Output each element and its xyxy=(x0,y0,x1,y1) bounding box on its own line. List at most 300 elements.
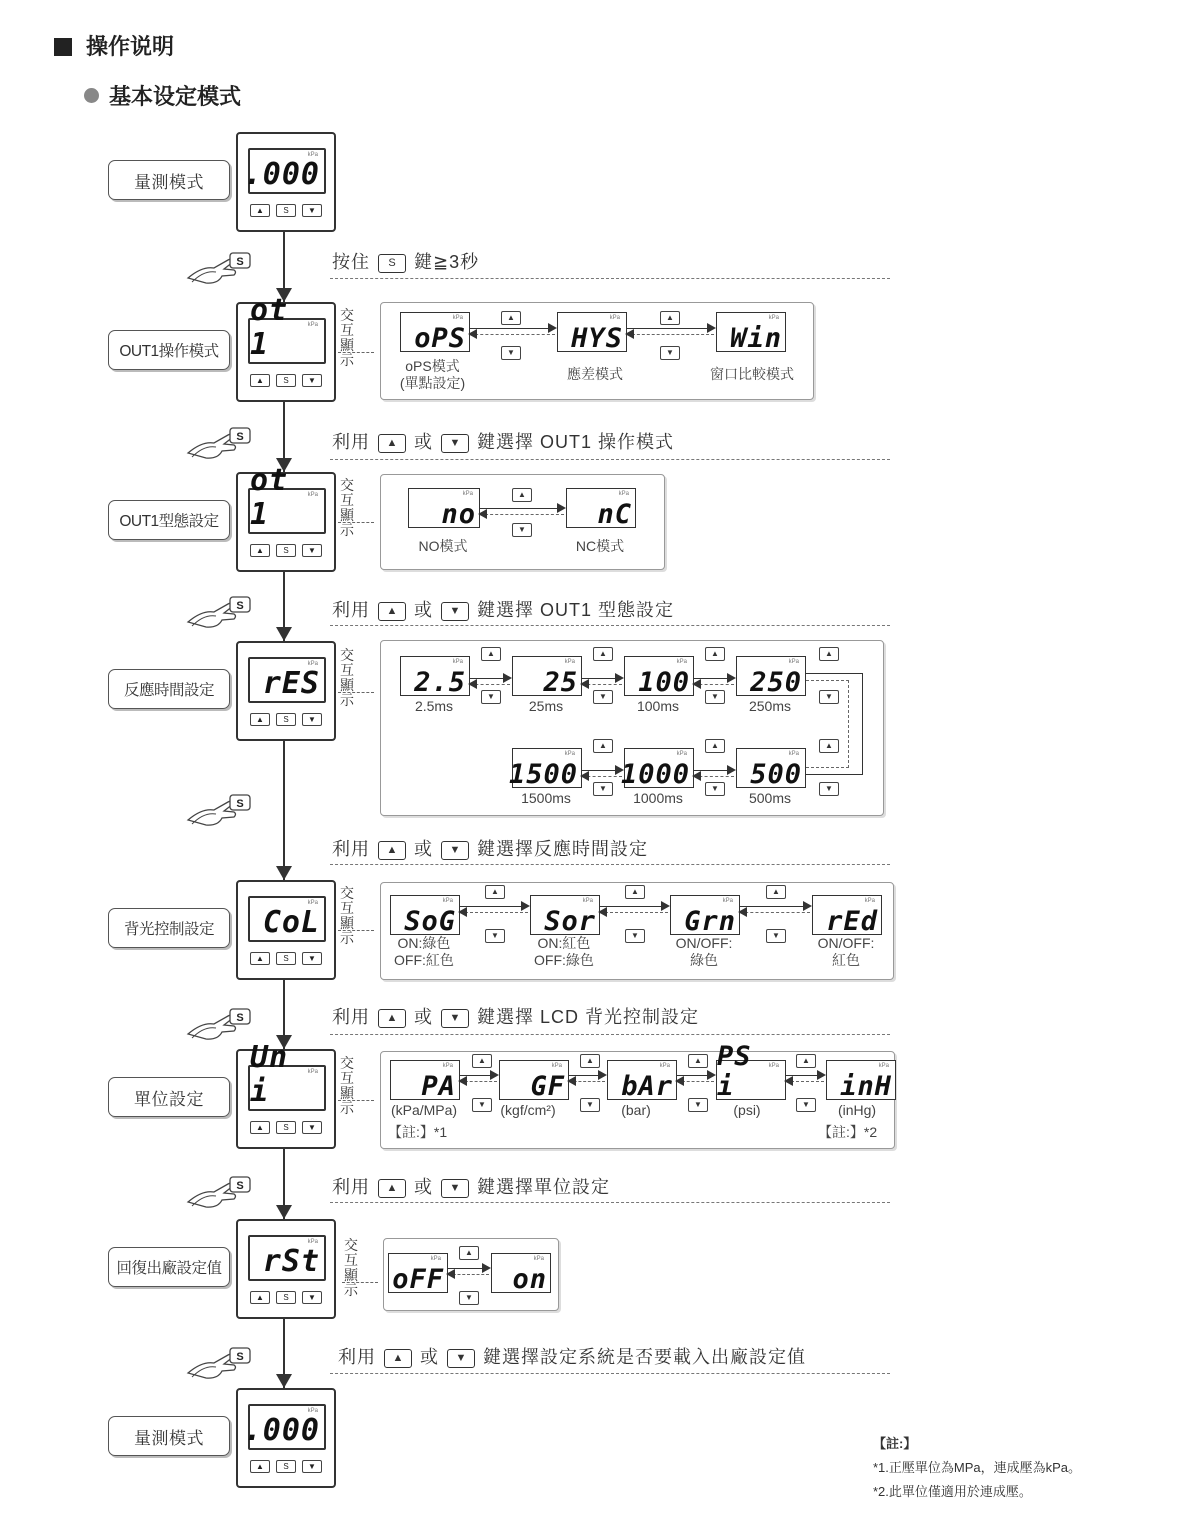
down-key-icon: ▼ xyxy=(441,1179,469,1198)
down-key-button[interactable]: ▼ xyxy=(302,1121,322,1134)
option-caption: ON:紅色 OFF:綠色 xyxy=(534,935,594,968)
down-key-icon: ▼ xyxy=(688,1098,708,1112)
up-key-icon: ▲ xyxy=(819,647,839,661)
cross-display-arrow xyxy=(338,930,374,932)
instruction-suffix: 鍵選擇 LCD 背光控制設定 xyxy=(477,1007,700,1027)
instruction-prefix: 利用 xyxy=(332,432,370,452)
option-caption: 100ms xyxy=(636,698,680,714)
unit-label: kPa xyxy=(307,1069,318,1075)
option-lcd: PA xyxy=(421,1071,456,1102)
up-key-icon: ▲ xyxy=(580,1054,600,1068)
cross-display-label: 交互 顯示 xyxy=(340,885,354,946)
backward-arrow xyxy=(569,1081,605,1082)
unit-label: kPa xyxy=(676,751,687,757)
instruction-prefix: 按住 xyxy=(332,252,370,272)
instruction-underline xyxy=(330,1202,890,1203)
device-buttons xyxy=(250,952,322,965)
instruction-underline xyxy=(330,459,890,460)
option-lcd: 500 xyxy=(750,759,802,790)
instruction-prefix: 利用 xyxy=(332,1177,370,1197)
section-heading: 操作说明 xyxy=(54,30,174,61)
unit-label: kPa xyxy=(788,751,799,757)
unit-label: kPa xyxy=(788,659,799,665)
arrowhead xyxy=(615,673,624,683)
notes-title: 【註:】 xyxy=(873,1436,917,1451)
down-key-icon: ▼ xyxy=(819,782,839,796)
set-key-button[interactable]: S xyxy=(276,1291,296,1304)
circle-bullet-icon xyxy=(84,88,99,103)
lcd-screen xyxy=(248,1235,326,1281)
up-key-icon: ▲ xyxy=(705,739,725,753)
down-key-icon: ▼ xyxy=(459,1291,479,1305)
option-lcd: oPS xyxy=(414,323,466,354)
option-caption: 應差模式 xyxy=(567,366,623,382)
unit-label: kPa xyxy=(452,315,463,321)
instruction-underline xyxy=(330,1034,890,1035)
unit-label: kPa xyxy=(307,492,318,498)
option-lcd: no xyxy=(441,499,476,530)
up-key-icon: ▲ xyxy=(688,1054,708,1068)
step-label: 單位設定 xyxy=(108,1077,230,1117)
unit-note-2: 【註:】*2 xyxy=(818,1124,878,1140)
unit-label: kPa xyxy=(533,1256,544,1262)
lcd-readout: ot 1 xyxy=(250,293,289,362)
option-lcd: oFF xyxy=(392,1264,444,1295)
unit-label: kPa xyxy=(452,659,463,665)
arrowhead xyxy=(598,907,607,917)
arrowhead xyxy=(446,1269,455,1279)
unit-label: kPa xyxy=(307,322,318,328)
set-key-button[interactable]: S xyxy=(276,1460,296,1473)
up-key-icon: ▲ xyxy=(485,885,505,899)
device-buttons xyxy=(250,1460,322,1473)
arrowhead xyxy=(548,323,557,333)
option-lcd: 1500 xyxy=(508,759,578,790)
down-key-icon: ▼ xyxy=(593,782,613,796)
flow-arrowhead xyxy=(276,1205,292,1219)
unit-label: kPa xyxy=(307,661,318,667)
cross-display-label: 交互 顯示 xyxy=(340,307,354,368)
svg-text:S: S xyxy=(236,431,244,443)
instruction-text xyxy=(332,1003,699,1029)
option-display xyxy=(826,1060,896,1100)
option-lcd: nC xyxy=(597,499,632,530)
up-key-icon: ▲ xyxy=(660,311,680,325)
down-key-icon: ▼ xyxy=(447,1349,475,1368)
up-key-icon: ▲ xyxy=(705,647,725,661)
instruction-text xyxy=(332,428,674,454)
unit-label: kPa xyxy=(722,898,733,904)
down-key-icon: ▼ xyxy=(819,690,839,704)
instruction-suffix: 鍵≧3秒 xyxy=(414,252,480,272)
option-display xyxy=(408,488,480,528)
arrowhead xyxy=(557,503,566,513)
up-key-icon: ▲ xyxy=(459,1246,479,1260)
instruction-prefix: 利用 xyxy=(338,1347,376,1367)
backward-arrow xyxy=(448,1274,489,1275)
down-key-icon: ▼ xyxy=(660,346,680,360)
down-key-icon: ▼ xyxy=(705,690,725,704)
down-key-icon: ▼ xyxy=(625,929,645,943)
device-display xyxy=(236,463,336,572)
option-display xyxy=(620,748,694,790)
arrowhead xyxy=(580,771,589,781)
option-display xyxy=(400,656,470,696)
step-label: OUT1操作模式 xyxy=(108,330,230,370)
option-display xyxy=(716,1041,786,1102)
arrowhead xyxy=(817,1070,826,1080)
unit-label: kPa xyxy=(618,491,629,497)
step-label: 回復出廠設定值 xyxy=(108,1247,230,1287)
arrowhead xyxy=(675,1076,684,1086)
instruction-prefix: 利用 xyxy=(332,1007,370,1027)
instruction-or: 或 xyxy=(420,1347,439,1367)
option-lcd: 2.5 xyxy=(414,667,466,698)
option-lcd: Grn xyxy=(684,906,736,937)
device-display xyxy=(236,880,336,980)
backward-arrow xyxy=(677,1081,714,1082)
option-lcd: 100 xyxy=(638,667,690,698)
option-display xyxy=(716,312,786,352)
svg-text:S: S xyxy=(236,600,244,612)
arrowhead xyxy=(468,329,477,339)
unit-label: kPa xyxy=(582,898,593,904)
arrowhead xyxy=(727,673,736,683)
unit-label: kPa xyxy=(609,315,620,321)
cross-display-arrow xyxy=(338,692,374,694)
set-key-button[interactable]: S xyxy=(276,952,296,965)
svg-text:S: S xyxy=(236,256,244,268)
option-caption: (bar) xyxy=(621,1102,651,1118)
instruction-or: 或 xyxy=(414,600,433,620)
option-caption: 25ms xyxy=(528,698,564,714)
arrowhead xyxy=(692,771,701,781)
option-caption: ON/OFF: 綠色 xyxy=(675,935,733,968)
instruction-suffix: 鍵選擇 OUT1 操作模式 xyxy=(477,432,675,452)
arrowhead xyxy=(727,765,736,775)
down-key-button[interactable]: ▼ xyxy=(302,544,322,557)
arrowhead xyxy=(567,1076,576,1086)
up-key-button[interactable]: ▲ xyxy=(250,952,270,965)
option-lcd: PS i xyxy=(717,1041,752,1102)
option-lcd: bAr xyxy=(621,1071,673,1102)
up-key-icon: ▲ xyxy=(625,885,645,899)
press-hand-icon xyxy=(184,248,254,288)
unit-label: kPa xyxy=(878,1063,889,1069)
instruction-suffix: 鍵選擇單位設定 xyxy=(477,1177,610,1197)
up-key-icon: ▲ xyxy=(384,1349,412,1368)
svg-text:S: S xyxy=(236,1180,244,1192)
option-caption: (psi) xyxy=(733,1102,761,1118)
up-key-button[interactable]: ▲ xyxy=(250,1460,270,1473)
device-buttons xyxy=(250,713,322,726)
backward-arrow xyxy=(627,334,714,335)
lcd-screen xyxy=(243,1404,326,1450)
option-caption: 2.5ms xyxy=(414,698,454,714)
backward-arrow xyxy=(480,514,564,515)
backward-arrow xyxy=(582,684,622,685)
option-display xyxy=(388,1253,448,1293)
up-key-button[interactable]: ▲ xyxy=(250,204,270,217)
down-key-icon: ▼ xyxy=(512,523,532,537)
cross-display-label: 交互 顯示 xyxy=(340,647,354,708)
option-display xyxy=(499,1060,569,1100)
lcd-readout: Un i xyxy=(250,1040,289,1109)
option-display xyxy=(670,895,740,935)
option-lcd: on xyxy=(512,1264,547,1295)
option-display xyxy=(736,748,806,788)
lcd-readout: ot 1 xyxy=(250,463,289,532)
arrowhead xyxy=(707,323,716,333)
up-key-icon: ▲ xyxy=(378,841,406,860)
arrowhead xyxy=(661,901,670,911)
svg-text:S: S xyxy=(236,1012,244,1024)
option-caption: (inHg) xyxy=(837,1102,877,1118)
press-hand-icon xyxy=(184,790,254,830)
unit-label: kPa xyxy=(307,1408,318,1414)
instruction-underline xyxy=(330,278,890,279)
lcd-screen xyxy=(243,148,326,194)
backward-arrow xyxy=(786,1081,824,1082)
set-key-button[interactable]: S xyxy=(276,544,296,557)
device-buttons xyxy=(250,544,322,557)
arrowhead xyxy=(458,907,467,917)
unit-label: kPa xyxy=(768,1063,779,1069)
device-buttons xyxy=(250,1121,322,1134)
option-display xyxy=(607,1060,677,1100)
option-lcd: inH xyxy=(840,1071,892,1102)
up-key-button[interactable]: ▲ xyxy=(250,713,270,726)
note-1: *1.正壓單位為MPa，連成壓為kPa。 xyxy=(873,1460,1082,1475)
set-key-button[interactable]: S xyxy=(276,204,296,217)
option-caption: 窗口比較模式 xyxy=(710,366,794,382)
flow-arrowhead xyxy=(276,1035,292,1049)
option-caption: (kPa/MPa) xyxy=(390,1102,458,1118)
up-key-icon: ▲ xyxy=(819,739,839,753)
down-key-icon: ▼ xyxy=(441,602,469,621)
up-key-icon: ▲ xyxy=(378,602,406,621)
instruction-underline xyxy=(330,1373,890,1374)
cross-display-label: 交互 顯示 xyxy=(344,1237,358,1298)
option-lcd: SoG xyxy=(404,906,456,937)
down-key-icon: ▼ xyxy=(441,434,469,453)
flow-arrowhead xyxy=(276,458,292,472)
set-key-button[interactable]: S xyxy=(276,374,296,387)
device-display xyxy=(236,1388,336,1488)
down-key-icon: ▼ xyxy=(580,1098,600,1112)
option-caption: oPS模式 (單點設定) xyxy=(399,358,466,391)
press-hand-icon xyxy=(184,592,254,632)
arrowhead xyxy=(503,673,512,683)
cross-display-label: 交互 顯示 xyxy=(340,1055,354,1116)
section-subheading: 基本设定模式 xyxy=(84,80,241,111)
up-key-button[interactable]: ▲ xyxy=(250,1291,270,1304)
down-key-icon: ▼ xyxy=(705,782,725,796)
device-display xyxy=(236,1040,336,1149)
up-key-button[interactable]: ▲ xyxy=(250,544,270,557)
forward-arrow xyxy=(600,906,668,907)
up-key-icon: ▲ xyxy=(593,739,613,753)
unit-label: kPa xyxy=(676,659,687,665)
option-display xyxy=(400,312,470,352)
press-hand-icon xyxy=(184,1004,254,1044)
down-key-button[interactable]: ▼ xyxy=(302,1291,322,1304)
backward-arrow xyxy=(740,912,810,913)
lcd-screen xyxy=(248,657,326,703)
arrowhead xyxy=(458,1076,467,1086)
unit-label: kPa xyxy=(307,152,318,158)
option-caption: 1000ms xyxy=(633,790,683,806)
arrowhead xyxy=(598,1070,607,1080)
unit-label: kPa xyxy=(551,1063,562,1069)
arrowhead xyxy=(468,679,477,689)
lcd-screen xyxy=(248,1040,326,1111)
down-key-icon: ▼ xyxy=(441,841,469,860)
lcd-readout: rES xyxy=(262,666,320,701)
up-key-icon: ▲ xyxy=(593,647,613,661)
set-key-button[interactable]: S xyxy=(276,713,296,726)
option-caption: (kgf/cm²) xyxy=(500,1102,556,1118)
cross-display-arrow xyxy=(338,522,374,524)
arrowhead xyxy=(707,1070,716,1080)
up-key-button[interactable]: ▲ xyxy=(250,374,270,387)
device-display xyxy=(236,132,336,232)
cross-display-arrow xyxy=(342,1282,378,1284)
option-caption: 1500ms xyxy=(521,790,571,806)
option-display xyxy=(530,895,600,935)
unit-label: kPa xyxy=(659,1063,670,1069)
down-key-icon: ▼ xyxy=(441,1009,469,1028)
svg-text:S: S xyxy=(236,798,244,810)
up-key-icon: ▲ xyxy=(472,1054,492,1068)
step-label: OUT1型態設定 xyxy=(108,500,230,540)
flow-arrowhead xyxy=(276,1374,292,1388)
option-caption: 250ms xyxy=(748,698,792,714)
lcd-readout: CoL xyxy=(262,905,320,940)
arrowhead xyxy=(521,901,530,911)
option-lcd: HYS xyxy=(571,323,623,354)
unit-label: kPa xyxy=(564,751,575,757)
backward-arrow xyxy=(460,912,528,913)
forward-arrow xyxy=(460,906,528,907)
unit-label: kPa xyxy=(307,900,318,906)
unit-label: kPa xyxy=(307,1239,318,1245)
instruction-text xyxy=(332,835,648,861)
up-key-icon: ▲ xyxy=(766,885,786,899)
instruction-underline xyxy=(330,625,890,626)
instruction-suffix: 鍵選擇 OUT1 型態設定 xyxy=(477,600,675,620)
forward-arrow xyxy=(470,328,555,329)
down-key-button[interactable]: ▼ xyxy=(302,952,322,965)
backward-arrow xyxy=(470,684,510,685)
down-key-button[interactable]: ▼ xyxy=(302,374,322,387)
option-display xyxy=(736,656,806,696)
up-key-icon: ▲ xyxy=(501,311,521,325)
step-label: 量測模式 xyxy=(108,160,230,200)
option-display xyxy=(624,656,694,696)
flow-arrowhead xyxy=(276,288,292,302)
lcd-readout: .000 xyxy=(243,1413,320,1448)
up-key-icon: ▲ xyxy=(378,434,406,453)
step-label: 量測模式 xyxy=(108,1416,230,1456)
cross-display-arrow xyxy=(338,352,374,354)
device-display xyxy=(236,1219,336,1319)
device-buttons xyxy=(250,374,322,387)
note-2: *2.此單位僅適用於連成壓。 xyxy=(873,1484,1032,1499)
square-bullet-icon xyxy=(54,38,72,56)
instruction-prefix: 利用 xyxy=(332,600,370,620)
down-key-button[interactable]: ▼ xyxy=(302,713,322,726)
option-caption: NO模式 xyxy=(418,538,468,554)
option-lcd: Win xyxy=(730,323,782,354)
option-display xyxy=(390,895,460,935)
unit-label: kPa xyxy=(768,315,779,321)
forward-arrow xyxy=(740,906,810,907)
arrowhead xyxy=(478,509,487,519)
lcd-screen xyxy=(248,463,326,534)
option-display xyxy=(566,488,636,528)
option-caption: NC模式 xyxy=(575,538,625,554)
up-key-icon: ▲ xyxy=(378,1179,406,1198)
arrowhead xyxy=(803,901,812,911)
instruction-text xyxy=(332,1173,610,1199)
down-key-icon: ▼ xyxy=(501,346,521,360)
lcd-screen xyxy=(248,293,326,364)
option-display xyxy=(812,895,882,935)
instruction-or: 或 xyxy=(414,1177,433,1197)
instruction-suffix: 鍵選擇反應時間設定 xyxy=(477,839,648,859)
instruction-text xyxy=(338,1343,806,1369)
option-display xyxy=(491,1253,551,1293)
device-buttons xyxy=(250,1291,322,1304)
arrowhead xyxy=(784,1076,793,1086)
instruction-or: 或 xyxy=(414,1007,433,1027)
backward-arrow xyxy=(470,334,555,335)
arrowhead xyxy=(490,1070,499,1080)
option-lcd: Sor xyxy=(544,906,596,937)
arrowhead xyxy=(625,329,634,339)
press-hand-icon xyxy=(184,1343,254,1383)
flow-arrowhead xyxy=(276,866,292,880)
up-key-icon: ▲ xyxy=(378,1009,406,1028)
option-display xyxy=(557,312,627,352)
device-display xyxy=(236,293,336,402)
option-lcd: GF xyxy=(530,1071,565,1102)
option-caption: ON/OFF: 紅色 xyxy=(817,935,875,968)
up-key-button[interactable]: ▲ xyxy=(250,1121,270,1134)
option-caption: 500ms xyxy=(748,790,792,806)
up-key-icon: ▲ xyxy=(512,488,532,502)
option-display xyxy=(508,748,582,790)
unit-label: kPa xyxy=(564,659,575,665)
step-label: 反應時間設定 xyxy=(108,669,230,709)
backward-arrow xyxy=(582,776,622,777)
cross-display-arrow xyxy=(338,1100,374,1102)
set-key-icon: S xyxy=(378,254,406,273)
option-caption: ON:綠色 OFF:紅色 xyxy=(394,935,454,968)
unit-label: kPa xyxy=(430,1256,441,1262)
down-key-button[interactable]: ▼ xyxy=(302,1460,322,1473)
instruction-or: 或 xyxy=(414,839,433,859)
press-hand-icon xyxy=(184,423,254,463)
down-key-button[interactable]: ▼ xyxy=(302,204,322,217)
down-key-icon: ▼ xyxy=(472,1098,492,1112)
option-lcd: 250 xyxy=(750,667,802,698)
set-key-button[interactable]: S xyxy=(276,1121,296,1134)
instruction-text xyxy=(332,248,479,274)
device-buttons xyxy=(250,204,322,217)
instruction-suffix: 鍵選擇設定系統是否要載入出廠設定值 xyxy=(483,1347,806,1367)
